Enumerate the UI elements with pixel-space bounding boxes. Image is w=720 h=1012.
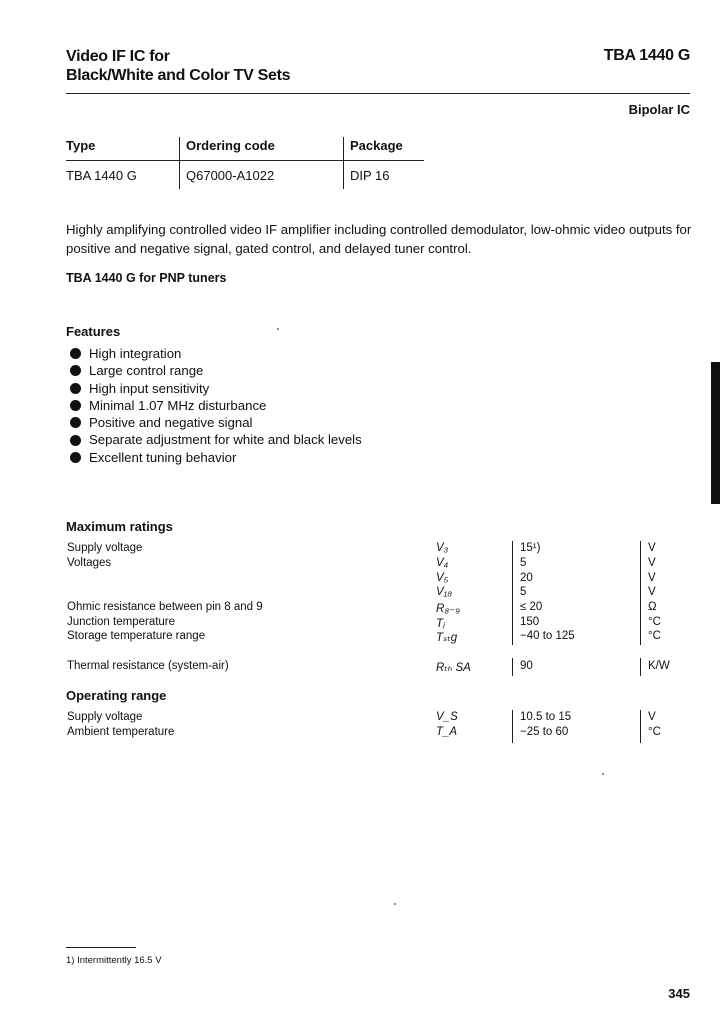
table-row (66, 711, 686, 726)
param-label: Ambient temperature (67, 726, 175, 738)
table-header-package: Package (350, 138, 403, 153)
param-label: Thermal resistance (system-air) (67, 660, 229, 672)
param-unit: V (648, 711, 656, 723)
bullet-icon (70, 383, 81, 394)
title-line-1: Video IF IC for (66, 48, 170, 65)
table-cell-ordering-code: Q67000-A1022 (186, 168, 275, 183)
operating-range-title: Operating range (66, 688, 167, 703)
features-list (70, 345, 362, 466)
list-item (70, 449, 362, 466)
scan-speck (277, 328, 279, 330)
table-row (66, 557, 686, 572)
feature-text: High input sensitivity (89, 380, 210, 396)
description-paragraph: Highly amplifying controlled video IF amplifier including controlled demodulator, low-ohmic video outputs for positive and negative signal, gated control, and delayed tuner control. (66, 222, 692, 256)
title-line-2: Black/White and Color TV Sets (66, 67, 291, 84)
param-symbol: V₅ (436, 572, 449, 584)
param-value: ≤ 20 (520, 601, 543, 613)
param-symbol: V₃ (436, 542, 449, 554)
param-unit: Ω (648, 601, 657, 613)
bullet-icon (70, 417, 81, 428)
table-cell-type: TBA 1440 G (66, 168, 137, 183)
variant-note: TBA 1440 G for PNP tuners (66, 271, 227, 285)
param-label: Voltages (67, 557, 112, 569)
param-value: 150 (520, 616, 540, 628)
param-symbol: Rₜₕ SA (436, 662, 471, 674)
footnote-divider (66, 947, 136, 948)
param-unit: V (648, 557, 656, 569)
param-value: 90 (520, 660, 533, 672)
table-header-ordering-code: Ordering code (186, 138, 275, 153)
bullet-icon (70, 435, 81, 446)
table-header-type: Type (66, 138, 96, 153)
table-row (66, 542, 686, 557)
feature-text: Large control range (89, 363, 204, 379)
param-symbol: Tⱼ (436, 618, 446, 630)
list-item (70, 414, 362, 431)
param-value: −25 to 60 (520, 726, 569, 738)
param-unit: K/W (648, 660, 670, 672)
feature-text: Minimal 1.07 MHz disturbance (89, 397, 267, 413)
param-value: 5 (520, 586, 527, 598)
table-column-divider (343, 137, 344, 189)
category-label: Bipolar IC (628, 102, 690, 117)
table-row (66, 586, 686, 601)
max-ratings-title: Maximum ratings (66, 519, 173, 534)
bullet-icon (70, 348, 81, 359)
param-unit: V (648, 586, 656, 598)
feature-text: Separate adjustment for white and black levels (89, 432, 362, 448)
param-symbol: V_S (436, 711, 458, 723)
param-symbol: R₈₋₉ (436, 603, 460, 615)
param-unit: °C (648, 630, 661, 642)
param-value: −40 to 125 (520, 630, 575, 642)
param-unit: °C (648, 616, 661, 628)
param-unit: V (648, 572, 656, 584)
feature-text: Positive and negative signal (89, 415, 253, 431)
param-value: 15¹) (520, 542, 541, 554)
param-label: Junction temperature (67, 616, 176, 628)
param-label: Ohmic resistance between pin 8 and 9 (67, 601, 263, 613)
document-title (66, 47, 290, 85)
features-title: Features (66, 324, 121, 339)
header-divider (66, 93, 690, 94)
param-label: Supply voltage (67, 711, 143, 723)
param-symbol: Tₛₜg (436, 632, 458, 644)
part-number: TBA 1440 G (603, 47, 690, 64)
list-item (70, 362, 362, 379)
table-divider (66, 160, 424, 161)
param-label: Supply voltage (67, 542, 143, 554)
feature-text: High integration (89, 346, 182, 361)
table-column-divider (179, 137, 180, 189)
table-row (66, 660, 686, 675)
scan-speck (602, 773, 604, 775)
table-row (66, 726, 686, 741)
list-item (70, 397, 362, 414)
feature-text: Excellent tuning behavior (89, 449, 237, 465)
param-value: 5 (520, 557, 527, 569)
table-row (66, 601, 686, 616)
table-cell-package: DIP 16 (350, 168, 390, 183)
list-item (70, 345, 362, 362)
param-unit: V (648, 542, 656, 554)
table-row (66, 572, 686, 587)
param-unit: °C (648, 726, 661, 738)
param-label: Storage temperature range (67, 630, 206, 642)
list-item (70, 431, 362, 448)
param-symbol: V₄ (436, 557, 449, 569)
param-value: 20 (520, 572, 533, 584)
bullet-icon (70, 365, 81, 376)
param-value: 10.5 to 15 (520, 711, 572, 723)
section-tab-marker (711, 362, 720, 504)
bullet-icon (70, 400, 81, 411)
bullet-icon (70, 452, 81, 463)
param-symbol: T_A (436, 726, 458, 738)
param-symbol: V₁₈ (436, 586, 453, 598)
scan-speck (394, 903, 396, 905)
table-row (66, 616, 686, 631)
list-item (70, 380, 362, 397)
page-number: 345 (668, 986, 690, 1001)
footnote: 1) Intermittently 16.5 V (66, 955, 162, 966)
table-row (66, 630, 686, 645)
